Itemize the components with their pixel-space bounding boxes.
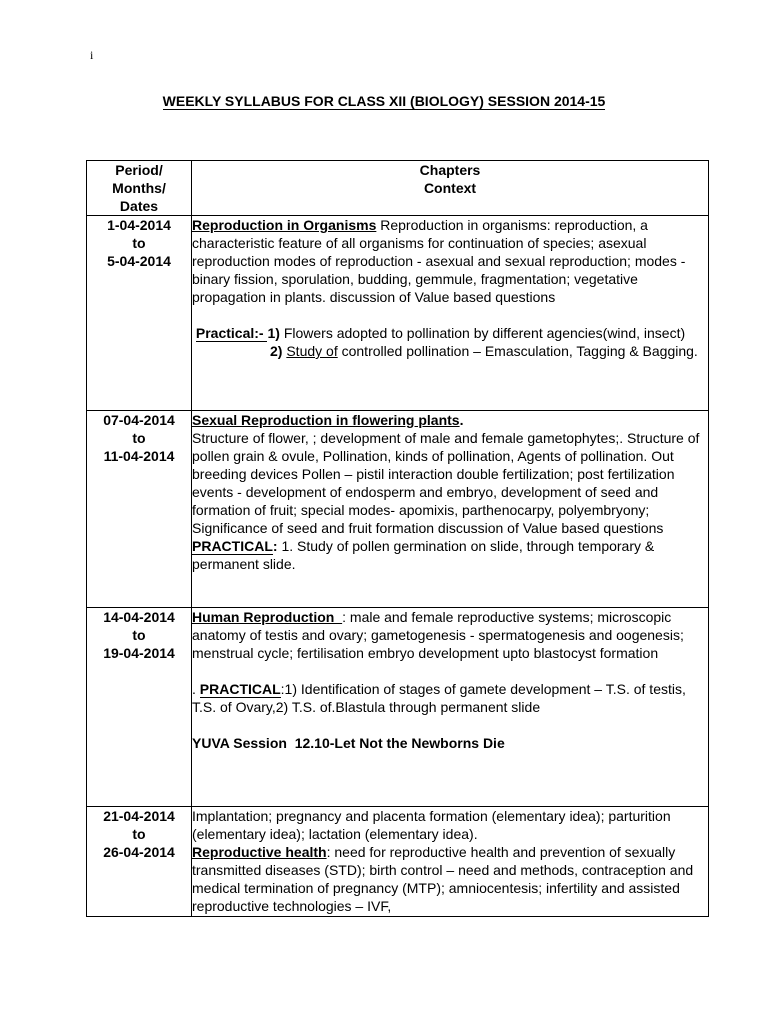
practical-text: Flowers adopted to pollination by different agencies(wind, insect) bbox=[279, 325, 686, 341]
practical-number: 1) bbox=[267, 325, 280, 341]
table-row bbox=[87, 807, 709, 917]
practical-label: PRACTICAL bbox=[199, 681, 281, 697]
practical-colon: : bbox=[272, 538, 278, 554]
date-to: 26-04-2014 bbox=[103, 844, 175, 860]
table-row bbox=[87, 411, 709, 608]
practical-label: Practical:- bbox=[195, 325, 268, 341]
table-row bbox=[87, 608, 709, 807]
date-to-word: to bbox=[132, 627, 146, 643]
document-title-text: WEEKLY SYLLABUS FOR CLASS XII (BIOLOGY) SESSION 2014-15 bbox=[162, 93, 606, 109]
practical-number: 2) bbox=[270, 343, 283, 359]
intro-text: Implantation; pregnancy and placenta formation (elementary idea); parturition (elementary idea); lactation (elementary idea). bbox=[192, 808, 671, 842]
header-period-dates bbox=[87, 161, 192, 216]
chapter-text: : male and female reproductive systems; microscopic anatomy of testis and ovary; gametogenesis - spermatogenesis and oogenesis; menstrual cycle; fertilisation embryo development upto blastocyst formation bbox=[192, 609, 684, 661]
practical-line-1 bbox=[192, 324, 708, 342]
table-row bbox=[87, 216, 709, 411]
date-from: 07-04-2014 bbox=[103, 412, 175, 428]
header-period-line: Period/ bbox=[115, 162, 163, 178]
date-to-word: to bbox=[132, 430, 146, 446]
context-cell bbox=[192, 411, 709, 608]
date-range bbox=[87, 411, 192, 608]
table-header-row bbox=[87, 161, 709, 216]
date-range bbox=[87, 608, 192, 807]
header-chapters-line: Chapters bbox=[419, 162, 481, 178]
page-marker: i bbox=[90, 48, 94, 62]
yuva-session: YUVA Session 12.10-Let Not the Newborns Die bbox=[192, 735, 505, 751]
context-paragraph bbox=[192, 608, 708, 662]
date-range bbox=[87, 807, 192, 917]
practical-line bbox=[192, 680, 708, 716]
header-chapters-context bbox=[192, 161, 709, 216]
practical-text: controlled pollination – Emasculation, Tagging & Bagging. bbox=[337, 343, 698, 359]
date-to: 5-04-2014 bbox=[107, 253, 171, 269]
practical-study-of: Study of bbox=[286, 343, 338, 359]
header-context-line: Context bbox=[423, 180, 477, 196]
practical-label: PRACTICAL bbox=[192, 538, 273, 554]
chapter-title: Reproductive health bbox=[192, 844, 327, 860]
practical-prefix: . bbox=[192, 681, 200, 697]
chapter-text: Reproduction in organisms: reproduction, a characteristic feature of all organisms for continuation of species; asexual reproduction modes of reproduction - asexual and sexual reproduction; modes - binary fission, sporulation, budding, gemmule, fragmentation; vegetative propagation in plants. discussion of Value based questions bbox=[192, 217, 686, 305]
date-to: 19-04-2014 bbox=[103, 645, 175, 661]
header-months-line: Months/ bbox=[112, 180, 166, 196]
chapter-title-end: . bbox=[459, 412, 464, 428]
date-to-word: to bbox=[132, 826, 146, 842]
date-from: 1-04-2014 bbox=[107, 217, 171, 233]
date-from: 14-04-2014 bbox=[103, 609, 175, 625]
chapter-title: Human Reproduction bbox=[192, 609, 343, 625]
context-paragraph bbox=[192, 216, 708, 306]
syllabus-table bbox=[86, 160, 709, 917]
practical-text: 1. Study of pollen germination on slide, through temporary & permanent slide. bbox=[192, 538, 655, 572]
document-title bbox=[0, 93, 768, 109]
date-range bbox=[87, 216, 192, 411]
date-to-word: to bbox=[132, 235, 146, 251]
header-dates-line: Dates bbox=[119, 198, 159, 214]
date-from: 21-04-2014 bbox=[103, 808, 175, 824]
context-cell bbox=[192, 807, 709, 917]
context-cell bbox=[192, 608, 709, 807]
chapter-heading bbox=[192, 411, 708, 429]
practical-line-2 bbox=[192, 342, 708, 360]
context-paragraph bbox=[192, 843, 708, 915]
chapter-title: Reproduction in Organisms bbox=[192, 217, 377, 233]
practical-text: :1) Identification of stages of gamete development – T.S. of testis, T.S. of Ovary,2) T.S. of.Blastula through permanent slide bbox=[192, 681, 686, 715]
context-cell bbox=[192, 216, 709, 411]
chapter-text: : need for reproductive health and prevention of sexually transmitted diseases (STD); birth control – need and methods, contraception and medical termination of pregnancy (MTP); amniocentesis; infertility and assisted reproductive technologies – IVF, bbox=[192, 844, 694, 914]
date-to: 11-04-2014 bbox=[103, 448, 175, 464]
chapter-text: Structure of flower, ; development of male and female gametophytes;. Structure of pollen grain & ovule, Pollination, kinds of pollination, Agents of pollination. Out breeding devices Pollen – pistil interaction double fertilization; post fertilization events - development of endosperm and embryo, development of seed and formation of fruit; special modes- apomixis, parthenocarpy, polyembryony; Significance of seed and fruit formation discussion of Value based questions bbox=[192, 430, 700, 536]
practical-line bbox=[192, 537, 708, 573]
chapter-title: Sexual Reproduction in flowering plants bbox=[192, 412, 460, 428]
